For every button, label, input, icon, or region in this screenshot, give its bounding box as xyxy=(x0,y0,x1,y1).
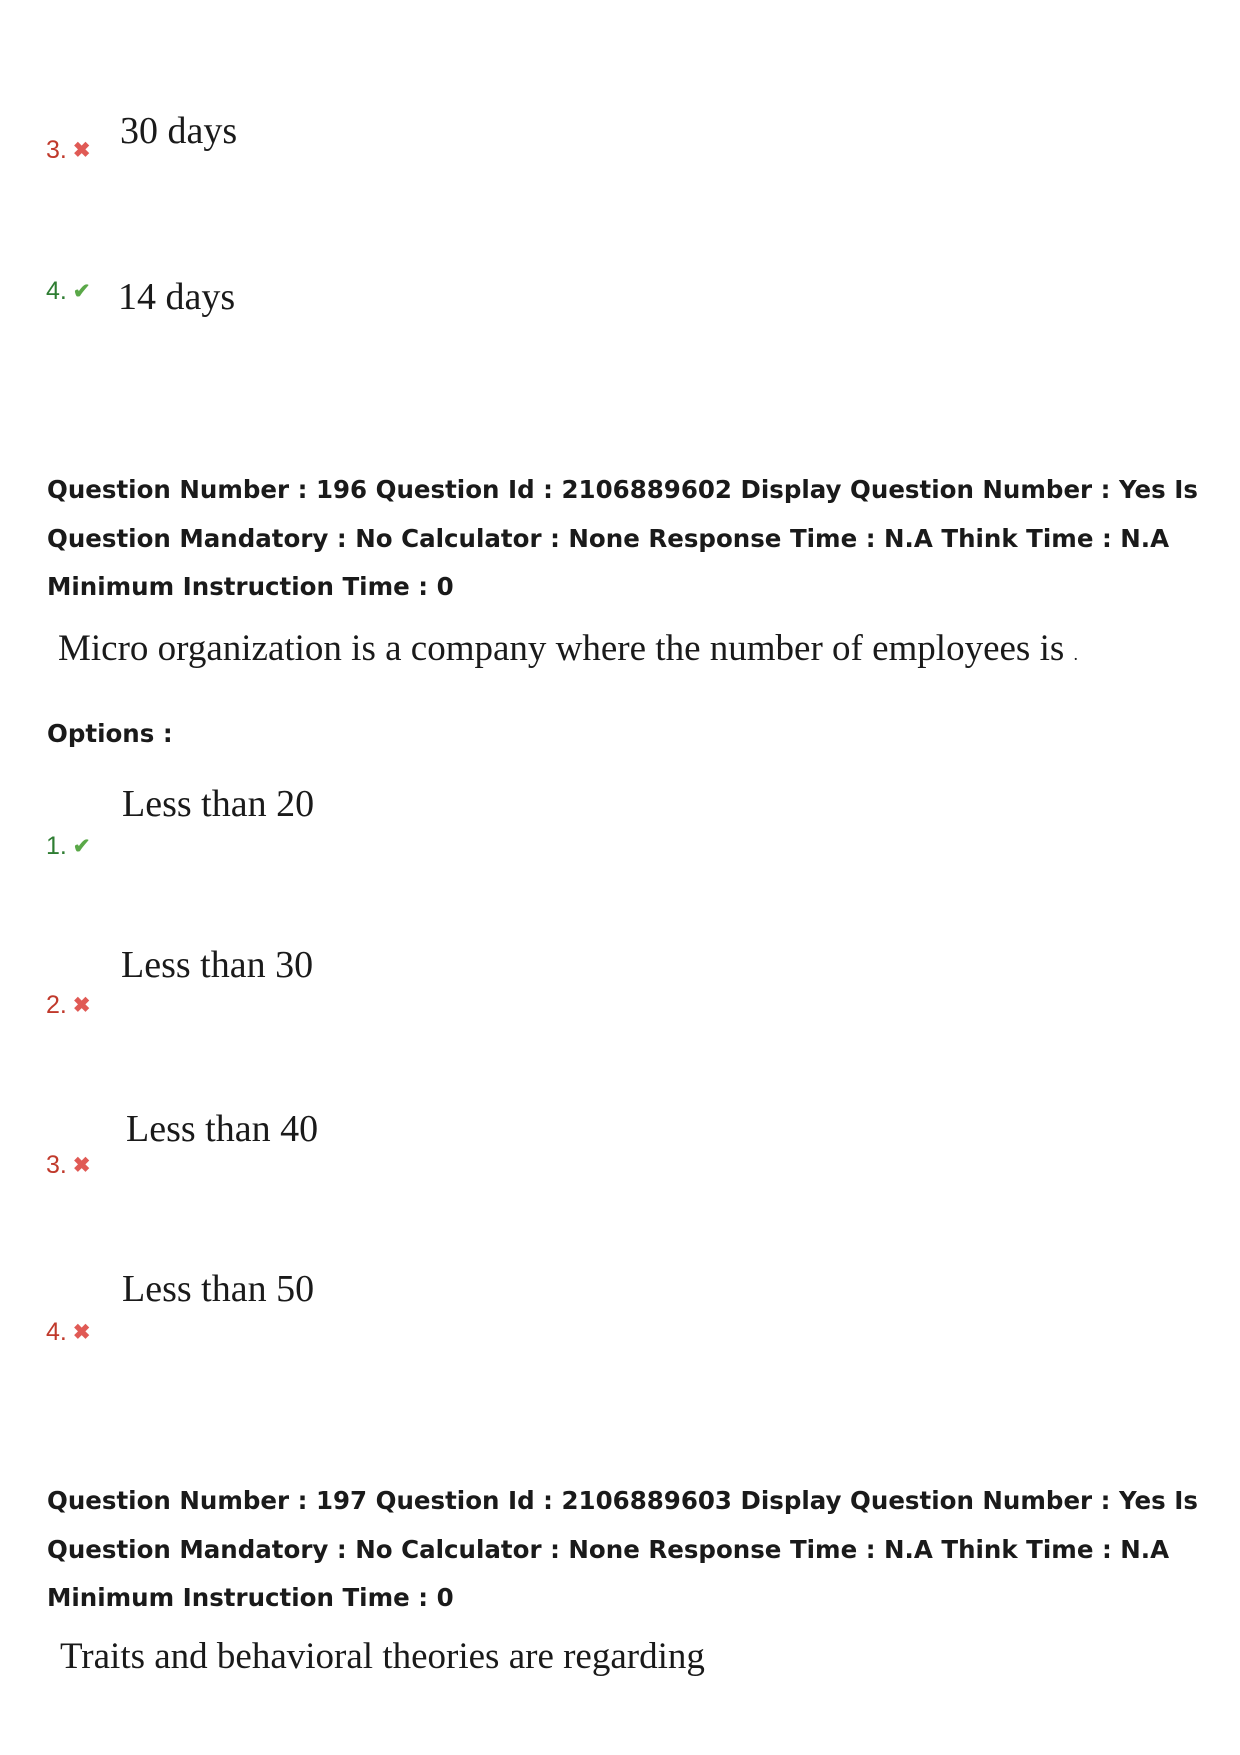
check-icon: ✔ xyxy=(72,835,91,858)
question-197-text: Traits and behavioral theories are regarding xyxy=(60,1636,705,1677)
cross-icon: ✖ xyxy=(72,994,91,1017)
question-196-body: Micro organization is a company where the number of employees is xyxy=(58,628,1065,669)
question-196-text xyxy=(58,630,1078,667)
q196-option-1-text: Less than 20 xyxy=(122,783,315,825)
check-icon: ✔ xyxy=(72,280,91,303)
option-number: 2. xyxy=(46,991,67,1019)
q196-option-3-text: Less than 40 xyxy=(126,1108,319,1150)
option-number: 4. xyxy=(46,1318,67,1346)
option-number: 3. xyxy=(46,136,67,164)
q196-option-2-label xyxy=(46,993,90,1018)
q196-option-4-text: Less than 50 xyxy=(122,1268,315,1310)
question-196-meta: Question Number : 196 Question Id : 2106889602 Display Question Number : Yes Is Question Mandatory : No Calculator : None Response Time : N.A Think Time : N.A Minimum Instruction Time : 0 xyxy=(47,475,1198,601)
question-197-meta: Question Number : 197 Question Id : 2106889603 Display Question Number : Yes Is Question Mandatory : No Calculator : None Response Time : N.A Think Time : N.A Minimum Instruction Time : 0 xyxy=(47,1486,1198,1612)
question-196-trailing: . xyxy=(1073,644,1078,664)
options-heading: Options : xyxy=(47,719,173,748)
q196-option-2-text: Less than 30 xyxy=(121,944,314,986)
option-number: 4. xyxy=(46,277,67,305)
cross-icon: ✖ xyxy=(72,1154,91,1177)
option-number: 3. xyxy=(46,1151,67,1179)
prev-option-3-text: 30 days xyxy=(120,110,238,152)
cross-icon: ✖ xyxy=(72,1321,91,1344)
q196-option-4-label xyxy=(46,1320,90,1345)
prev-option-4-label xyxy=(46,279,90,304)
option-number: 1. xyxy=(46,832,67,860)
q196-option-1-label xyxy=(46,834,90,859)
cross-icon: ✖ xyxy=(72,139,91,162)
prev-option-4-text: 14 days xyxy=(118,276,236,318)
q196-option-3-label xyxy=(46,1153,90,1178)
prev-option-3-label xyxy=(46,138,90,163)
